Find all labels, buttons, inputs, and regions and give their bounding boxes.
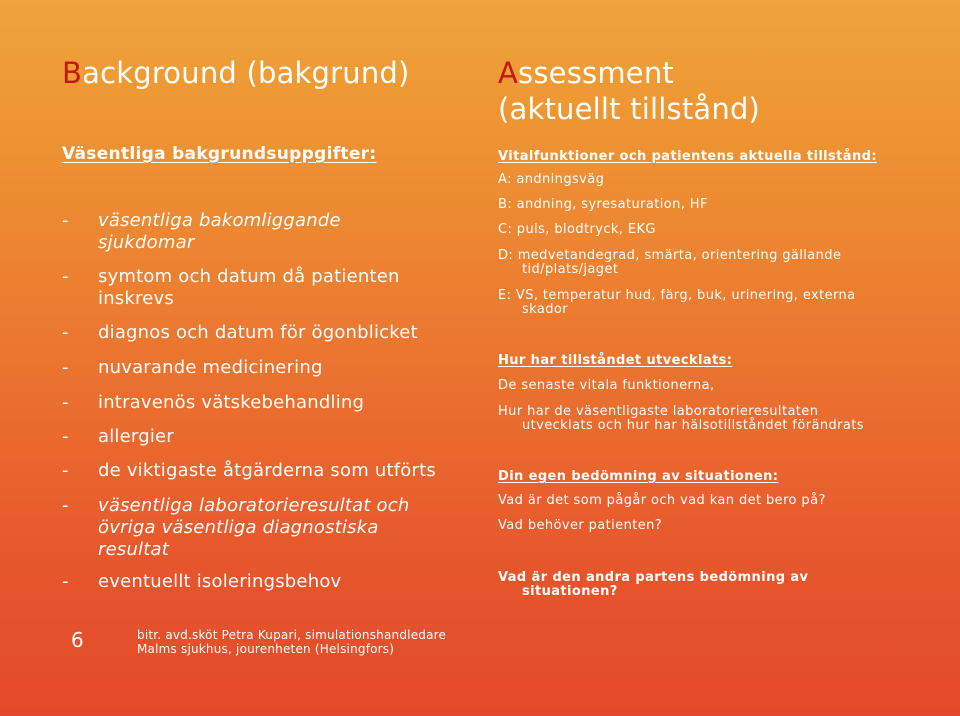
development-heading: Hur har tillståndet utvecklats:: [498, 353, 733, 368]
vital-line-text: B: andning, syresaturation, HF: [498, 197, 708, 212]
footer-credit-line: bitr. avd.sköt Petra Kupari, simulationshandledare: [137, 628, 447, 642]
background-title-rest: ackground (bakgrund): [82, 56, 410, 90]
assessment-title-line2: (aktuellt tillstånd): [498, 92, 761, 126]
list-dash: -: [62, 495, 69, 516]
development-line-continuation: utvecklats och hur har hälsotillståndet förändrats: [522, 418, 864, 433]
own-assessment-line: [498, 519, 898, 533]
background-title-initial: B: [62, 56, 83, 90]
list-item-text: väsentliga bakomliggande sjukdomar: [98, 210, 341, 253]
development-line-text: Hur har de väsentligaste laboratorieresultaten: [498, 404, 819, 419]
footer-credit-line: Malms sjukhus, jourenheten (Helsingfors): [137, 642, 395, 656]
list-item-text: allergier: [98, 426, 174, 447]
list-dash: -: [62, 266, 69, 287]
own-assessment-line-text: Vad är det som pågår och vad kan det bero på?: [498, 493, 826, 508]
vital-heading: Vitalfunktioner och patientens aktuella tillstånd:: [498, 149, 877, 164]
vital-line-continuation: skador: [522, 302, 568, 317]
slide-number: 6: [71, 628, 84, 652]
list-item: [62, 495, 482, 561]
vital-line-continuation: tid/plats/jaget: [522, 262, 619, 277]
list-item: [62, 571, 482, 593]
other-party-assessment: [498, 571, 898, 599]
list-dash: -: [62, 426, 69, 447]
assessment-title-initial: A: [498, 56, 519, 90]
vital-line-text: D: medvetandegrad, smärta, orientering gällande: [498, 248, 842, 263]
list-item-text: eventuellt isoleringsbehov: [98, 571, 342, 592]
list-dash: -: [62, 322, 69, 343]
development-line: [498, 379, 898, 393]
development-line-text: De senaste vitala funktionerna,: [498, 378, 715, 393]
list-item: [62, 392, 482, 414]
background-subheading: Väsentliga bakgrundsuppgifter:: [62, 144, 377, 164]
development-line: [498, 405, 898, 433]
vital-line: [498, 249, 898, 277]
other-party-line-continuation: situationen?: [522, 584, 618, 599]
list-item-text: de viktigaste åtgärderna som utförts: [98, 460, 436, 481]
list-dash: -: [62, 357, 69, 378]
list-item: [62, 426, 482, 448]
list-item: [62, 210, 482, 254]
vital-line-text: E: VS, temperatur hud, färg, buk, urinering, externa: [498, 288, 856, 303]
list-item-text: nuvarande medicinering: [98, 357, 323, 378]
footer-credit: [137, 628, 446, 656]
vital-line: [498, 289, 898, 317]
background-title: [62, 55, 410, 91]
own-assessment-line-text: Vad behöver patienten?: [498, 518, 663, 533]
own-assessment-line: [498, 494, 898, 508]
list-item-text: väsentliga laboratorieresultat och övriga väsentliga diagnostiska resultat: [98, 495, 410, 560]
list-item: [62, 322, 482, 344]
assessment-title-rest: ssessment: [518, 56, 674, 90]
list-item: [62, 266, 482, 310]
assessment-title: [498, 55, 760, 127]
vital-line-text: A: andningsväg: [498, 172, 605, 187]
vital-line: [498, 173, 898, 187]
list-item: [62, 357, 482, 379]
vital-line-text: C: puls, blodtryck, EKG: [498, 222, 656, 237]
list-item-text: symtom och datum då patienten inskrevs: [98, 266, 400, 309]
own-assessment-heading: Din egen bedömning av situationen:: [498, 469, 779, 484]
list-item-text: intravenös vätskebehandling: [98, 392, 365, 413]
list-dash: -: [62, 392, 69, 413]
other-party-line-text: Vad är den andra partens bedömning av: [498, 570, 809, 585]
list-dash: -: [62, 210, 69, 231]
list-dash: -: [62, 460, 69, 481]
list-item: [62, 460, 482, 482]
list-dash: -: [62, 571, 69, 592]
vital-line: [498, 198, 898, 212]
list-item-text: diagnos och datum för ögonblicket: [98, 322, 418, 343]
vital-line: [498, 223, 898, 237]
